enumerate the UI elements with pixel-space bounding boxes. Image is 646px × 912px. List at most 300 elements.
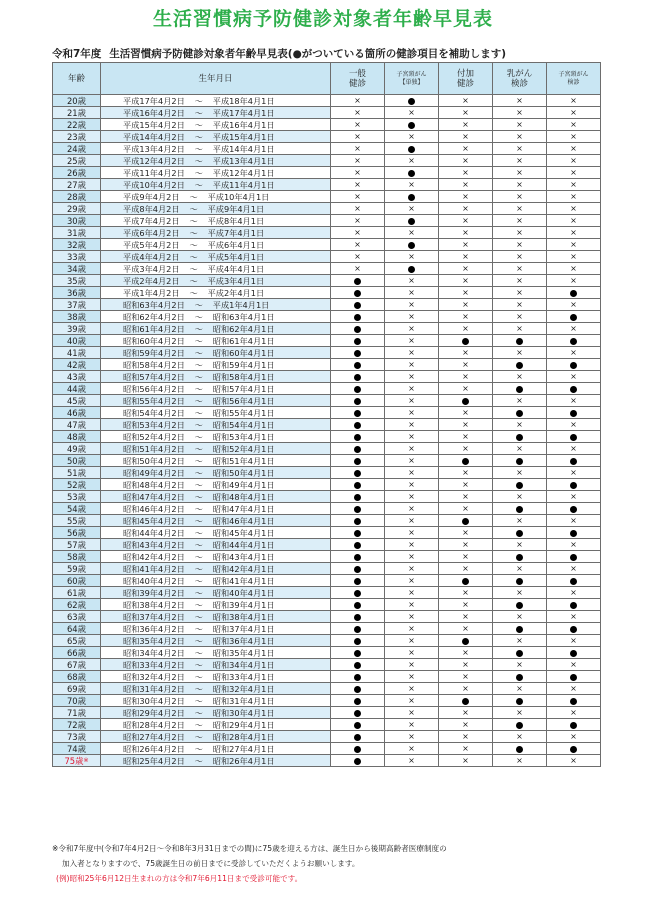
not-eligible-cross-icon: × xyxy=(462,552,469,561)
dob-range-tilde: ～ xyxy=(194,743,203,754)
age-value: 25歳 xyxy=(66,155,87,166)
age-cell xyxy=(53,335,101,347)
not-eligible-cross-icon: × xyxy=(516,168,523,177)
dob-range-tilde: ～ xyxy=(194,311,203,322)
table-row xyxy=(53,719,601,731)
eligible-dot-icon xyxy=(354,554,361,561)
cervical-cancer-cell xyxy=(547,503,601,515)
eligible-dot-icon xyxy=(570,362,577,369)
not-eligible-cross-icon: × xyxy=(408,420,415,429)
dob-to: 昭和48年4月1日 xyxy=(212,491,275,502)
not-eligible-cross-icon: × xyxy=(354,168,361,177)
additional-checkup-cell xyxy=(439,443,493,455)
not-eligible-cross-icon: × xyxy=(570,192,577,201)
age-cell xyxy=(53,371,101,383)
eligible-dot-icon xyxy=(354,542,361,549)
dob-cell xyxy=(101,383,331,395)
not-eligible-cross-icon: × xyxy=(570,204,577,213)
eligible-dot-icon xyxy=(354,374,361,381)
age-cell xyxy=(53,707,101,719)
cervical-cancer-cell xyxy=(547,371,601,383)
breast-cancer-cell xyxy=(493,455,547,467)
age-cell xyxy=(53,743,101,755)
general-checkup-cell xyxy=(331,335,385,347)
table-row xyxy=(53,479,601,491)
cervical-single-cell xyxy=(385,299,439,311)
not-eligible-cross-icon: × xyxy=(516,228,523,237)
dob-to: 昭和43年4月1日 xyxy=(212,551,275,562)
breast-cancer-cell xyxy=(493,383,547,395)
dob-range-tilde: ～ xyxy=(194,575,203,586)
eligible-dot-icon xyxy=(354,638,361,645)
dob-cell xyxy=(101,107,331,119)
not-eligible-cross-icon: × xyxy=(354,216,361,225)
not-eligible-cross-icon: × xyxy=(516,732,523,741)
eligible-dot-icon xyxy=(516,530,523,537)
breast-cancer-cell xyxy=(493,707,547,719)
eligible-dot-icon xyxy=(570,674,577,681)
dob-cell xyxy=(101,395,331,407)
dob-from: 昭和46年4月2日 xyxy=(123,503,185,514)
age-value: 52歳 xyxy=(66,479,87,490)
not-eligible-cross-icon: × xyxy=(516,492,523,501)
not-eligible-cross-icon: × xyxy=(516,564,523,573)
cervical-single-cell xyxy=(385,743,439,755)
breast-cancer-cell xyxy=(493,695,547,707)
dob-range-tilde: ～ xyxy=(194,527,203,538)
dob-range-tilde: ～ xyxy=(194,695,203,706)
age-cell xyxy=(53,167,101,179)
dob-to: 昭和60年4月1日 xyxy=(212,347,275,358)
breast-cancer-cell xyxy=(493,575,547,587)
not-eligible-cross-icon: × xyxy=(462,108,469,117)
breast-cancer-cell xyxy=(493,587,547,599)
not-eligible-cross-icon: × xyxy=(570,252,577,261)
dob-range-tilde: ～ xyxy=(194,143,203,154)
age-cell xyxy=(53,731,101,743)
not-eligible-cross-icon: × xyxy=(354,180,361,189)
cervical-single-cell xyxy=(385,695,439,707)
dob-to: 平成16年4月1日 xyxy=(212,119,275,130)
eligible-dot-icon xyxy=(354,470,361,477)
not-eligible-cross-icon: × xyxy=(354,132,361,141)
dob-range-tilde: ～ xyxy=(194,479,203,490)
table-row xyxy=(53,191,601,203)
not-eligible-cross-icon: × xyxy=(408,396,415,405)
age-cell xyxy=(53,635,101,647)
general-checkup-cell xyxy=(331,635,385,647)
dob-cell xyxy=(101,215,331,227)
not-eligible-cross-icon: × xyxy=(516,216,523,225)
general-checkup-cell xyxy=(331,167,385,179)
not-eligible-cross-icon: × xyxy=(516,156,523,165)
age-value: 51歳 xyxy=(66,467,87,478)
dob-to: 昭和44年4月1日 xyxy=(212,539,275,550)
additional-checkup-cell xyxy=(439,95,493,107)
cervical-cancer-cell xyxy=(547,227,601,239)
cervical-cancer-cell xyxy=(547,611,601,623)
not-eligible-cross-icon: × xyxy=(570,108,577,117)
dob-to: 昭和53年4月1日 xyxy=(212,431,275,442)
dob-range-tilde: ～ xyxy=(194,647,203,658)
not-eligible-cross-icon: × xyxy=(408,372,415,381)
additional-checkup-cell xyxy=(439,479,493,491)
dob-cell xyxy=(101,431,331,443)
additional-checkup-cell xyxy=(439,647,493,659)
table-row xyxy=(53,659,601,671)
breast-cancer-cell xyxy=(493,107,547,119)
not-eligible-cross-icon: × xyxy=(354,264,361,273)
dob-from: 昭和41年4月2日 xyxy=(123,563,185,574)
general-checkup-cell xyxy=(331,251,385,263)
general-checkup-cell xyxy=(331,599,385,611)
not-eligible-cross-icon: × xyxy=(570,612,577,621)
dob-range-tilde: ～ xyxy=(194,167,203,178)
age-cell xyxy=(53,407,101,419)
cervical-single-cell xyxy=(385,623,439,635)
cervical-single-cell xyxy=(385,431,439,443)
age-value: 29歳 xyxy=(66,203,87,214)
not-eligible-cross-icon: × xyxy=(408,732,415,741)
eligible-dot-icon xyxy=(570,626,577,633)
general-checkup-cell xyxy=(331,131,385,143)
dob-to: 平成17年4月1日 xyxy=(212,107,275,118)
breast-cancer-cell xyxy=(493,659,547,671)
general-checkup-cell xyxy=(331,479,385,491)
eligible-dot-icon xyxy=(408,266,415,273)
header-dob: 生年月日 xyxy=(101,63,331,95)
additional-checkup-cell xyxy=(439,467,493,479)
cervical-single-cell xyxy=(385,155,439,167)
dob-cell xyxy=(101,755,331,767)
table-row xyxy=(53,635,601,647)
cervical-cancer-cell xyxy=(547,575,601,587)
cervical-cancer-cell xyxy=(547,191,601,203)
cervical-single-cell xyxy=(385,479,439,491)
additional-checkup-cell xyxy=(439,611,493,623)
age-cell xyxy=(53,467,101,479)
not-eligible-cross-icon: × xyxy=(570,468,577,477)
not-eligible-cross-icon: × xyxy=(462,228,469,237)
dob-from: 昭和54年4月2日 xyxy=(123,407,185,418)
dob-range-tilde: ～ xyxy=(194,755,203,766)
eligible-dot-icon xyxy=(354,710,361,717)
dob-cell xyxy=(101,143,331,155)
breast-cancer-cell xyxy=(493,347,547,359)
age-cell xyxy=(53,587,101,599)
eligible-dot-icon xyxy=(570,458,577,465)
breast-cancer-cell xyxy=(493,395,547,407)
eligible-dot-icon xyxy=(354,506,361,513)
breast-cancer-cell xyxy=(493,203,547,215)
cervical-single-cell xyxy=(385,527,439,539)
cervical-cancer-cell xyxy=(547,95,601,107)
cervical-single-cell xyxy=(385,119,439,131)
not-eligible-cross-icon: × xyxy=(570,756,577,765)
cervical-cancer-cell xyxy=(547,551,601,563)
not-eligible-cross-icon: × xyxy=(354,96,361,105)
not-eligible-cross-icon: × xyxy=(462,156,469,165)
age-cell xyxy=(53,191,101,203)
cervical-single-cell xyxy=(385,95,439,107)
cervical-cancer-cell xyxy=(547,491,601,503)
dob-to: 昭和41年4月1日 xyxy=(212,575,275,586)
dob-to: 昭和39年4月1日 xyxy=(212,599,275,610)
not-eligible-cross-icon: × xyxy=(408,468,415,477)
breast-cancer-cell xyxy=(493,251,547,263)
general-checkup-cell xyxy=(331,743,385,755)
not-eligible-cross-icon: × xyxy=(408,204,415,213)
not-eligible-cross-icon: × xyxy=(462,372,469,381)
dob-to: 昭和29年4月1日 xyxy=(212,719,275,730)
general-checkup-cell xyxy=(331,203,385,215)
not-eligible-cross-icon: × xyxy=(570,684,577,693)
eligible-dot-icon xyxy=(570,530,577,537)
dob-from: 平成6年4月2日 xyxy=(123,227,180,238)
dob-from: 昭和27年4月2日 xyxy=(123,731,185,742)
age-cell xyxy=(53,455,101,467)
breast-cancer-cell xyxy=(493,155,547,167)
not-eligible-cross-icon: × xyxy=(462,216,469,225)
breast-cancer-cell xyxy=(493,143,547,155)
cervical-cancer-cell xyxy=(547,155,601,167)
dob-to: 昭和36年4月1日 xyxy=(212,635,275,646)
eligible-dot-icon xyxy=(516,746,523,753)
dob-to: 昭和27年4月1日 xyxy=(212,743,275,754)
not-eligible-cross-icon: × xyxy=(516,288,523,297)
not-eligible-cross-icon: × xyxy=(354,252,361,261)
not-eligible-cross-icon: × xyxy=(570,588,577,597)
cervical-single-cell xyxy=(385,755,439,767)
dob-from: 昭和45年4月2日 xyxy=(123,515,185,526)
dob-cell xyxy=(101,419,331,431)
breast-cancer-cell xyxy=(493,179,547,191)
dob-from: 昭和31年4月2日 xyxy=(123,683,185,694)
dob-range-tilde: ～ xyxy=(194,431,203,442)
dob-cell xyxy=(101,155,331,167)
dob-from: 昭和59年4月2日 xyxy=(123,347,185,358)
additional-checkup-cell xyxy=(439,203,493,215)
dob-to: 昭和51年4月1日 xyxy=(212,455,275,466)
table-row xyxy=(53,491,601,503)
eligible-dot-icon xyxy=(354,530,361,537)
cervical-cancer-cell xyxy=(547,623,601,635)
not-eligible-cross-icon: × xyxy=(408,300,415,309)
general-checkup-cell xyxy=(331,623,385,635)
dob-cell xyxy=(101,227,331,239)
header-age: 年齢 xyxy=(53,63,101,95)
not-eligible-cross-icon: × xyxy=(516,312,523,321)
cervical-cancer-cell xyxy=(547,179,601,191)
not-eligible-cross-icon: × xyxy=(408,540,415,549)
eligible-dot-icon xyxy=(354,494,361,501)
dob-from: 昭和36年4月2日 xyxy=(123,623,185,634)
dob-cell xyxy=(101,443,331,455)
dob-range-tilde: ～ xyxy=(194,563,203,574)
general-checkup-cell xyxy=(331,563,385,575)
not-eligible-cross-icon: × xyxy=(408,708,415,717)
age-cell xyxy=(53,755,101,767)
age-cell xyxy=(53,299,101,311)
cervical-single-cell xyxy=(385,551,439,563)
not-eligible-cross-icon: × xyxy=(462,120,469,129)
dob-to: 平成2年4月1日 xyxy=(207,287,265,298)
header-cervical-cancer: 子宮頸がん 検診 xyxy=(547,63,601,95)
not-eligible-cross-icon: × xyxy=(408,132,415,141)
eligible-dot-icon xyxy=(462,398,469,405)
dob-range-tilde: ～ xyxy=(194,731,203,742)
age-cell xyxy=(53,395,101,407)
table-row xyxy=(53,119,601,131)
eligible-dot-icon xyxy=(354,650,361,657)
cervical-single-cell xyxy=(385,659,439,671)
general-checkup-cell xyxy=(331,431,385,443)
general-checkup-cell xyxy=(331,695,385,707)
not-eligible-cross-icon: × xyxy=(408,408,415,417)
cervical-single-cell xyxy=(385,611,439,623)
dob-to: 昭和45年4月1日 xyxy=(212,527,275,538)
cervical-cancer-cell xyxy=(547,299,601,311)
additional-checkup-cell xyxy=(439,311,493,323)
cervical-cancer-cell xyxy=(547,599,601,611)
age-cell xyxy=(53,239,101,251)
age-cell xyxy=(53,119,101,131)
not-eligible-cross-icon: × xyxy=(570,636,577,645)
additional-checkup-cell xyxy=(439,623,493,635)
table-row xyxy=(53,383,601,395)
breast-cancer-cell xyxy=(493,119,547,131)
eligible-dot-icon xyxy=(516,698,523,705)
age-value: 49歳 xyxy=(66,443,87,454)
dob-range-tilde: ～ xyxy=(194,395,203,406)
dob-from: 平成14年4月2日 xyxy=(123,131,185,142)
eligible-dot-icon xyxy=(570,506,577,513)
not-eligible-cross-icon: × xyxy=(462,324,469,333)
dob-cell xyxy=(101,179,331,191)
age-value: 54歳 xyxy=(66,503,87,514)
dob-cell xyxy=(101,455,331,467)
dob-to: 昭和42年4月1日 xyxy=(212,563,275,574)
not-eligible-cross-icon: × xyxy=(408,360,415,369)
cervical-single-cell xyxy=(385,335,439,347)
dob-from: 昭和50年4月2日 xyxy=(123,455,185,466)
dob-to: 昭和63年4月1日 xyxy=(212,311,275,322)
dob-cell xyxy=(101,599,331,611)
dob-to: 昭和30年4月1日 xyxy=(212,707,275,718)
dob-range-tilde: ～ xyxy=(194,455,203,466)
age-value: 45歳 xyxy=(66,395,87,406)
dob-from: 昭和56年4月2日 xyxy=(123,383,185,394)
table-row xyxy=(53,731,601,743)
age-value: 43歳 xyxy=(66,371,87,382)
general-checkup-cell xyxy=(331,359,385,371)
dob-to: 昭和62年4月1日 xyxy=(212,323,275,334)
table-row xyxy=(53,203,601,215)
dob-to: 平成9年4月1日 xyxy=(207,203,265,214)
general-checkup-cell xyxy=(331,503,385,515)
dob-range-tilde: ～ xyxy=(194,467,203,478)
cervical-single-cell xyxy=(385,107,439,119)
table-row xyxy=(53,647,601,659)
eligible-dot-icon xyxy=(408,242,415,249)
dob-cell xyxy=(101,635,331,647)
eligible-dot-icon xyxy=(570,650,577,657)
additional-checkup-cell xyxy=(439,107,493,119)
cervical-single-cell xyxy=(385,599,439,611)
eligible-dot-icon xyxy=(516,434,523,441)
dob-cell xyxy=(101,527,331,539)
breast-cancer-cell xyxy=(493,215,547,227)
cervical-cancer-cell xyxy=(547,539,601,551)
additional-checkup-cell xyxy=(439,503,493,515)
additional-checkup-cell xyxy=(439,635,493,647)
eligible-dot-icon xyxy=(516,482,523,489)
breast-cancer-cell xyxy=(493,131,547,143)
dob-to: 昭和47年4月1日 xyxy=(212,503,275,514)
not-eligible-cross-icon: × xyxy=(462,540,469,549)
not-eligible-cross-icon: × xyxy=(570,708,577,717)
not-eligible-cross-icon: × xyxy=(516,348,523,357)
cervical-single-cell xyxy=(385,407,439,419)
not-eligible-cross-icon: × xyxy=(462,564,469,573)
not-eligible-cross-icon: × xyxy=(354,156,361,165)
age-cell xyxy=(53,323,101,335)
not-eligible-cross-icon: × xyxy=(462,288,469,297)
cervical-single-cell xyxy=(385,419,439,431)
breast-cancer-cell xyxy=(493,719,547,731)
breast-cancer-cell xyxy=(493,683,547,695)
not-eligible-cross-icon: × xyxy=(408,528,415,537)
cervical-single-cell xyxy=(385,491,439,503)
cervical-single-cell xyxy=(385,515,439,527)
eligible-dot-icon xyxy=(354,398,361,405)
age-cell xyxy=(53,203,101,215)
dob-to: 昭和46年4月1日 xyxy=(212,515,275,526)
not-eligible-cross-icon: × xyxy=(408,564,415,573)
not-eligible-cross-icon: × xyxy=(570,444,577,453)
not-eligible-cross-icon: × xyxy=(516,660,523,669)
dob-from: 平成10年4月2日 xyxy=(123,179,185,190)
not-eligible-cross-icon: × xyxy=(462,492,469,501)
not-eligible-cross-icon: × xyxy=(516,132,523,141)
dob-cell xyxy=(101,539,331,551)
table-row xyxy=(53,371,601,383)
age-value: 58歳 xyxy=(66,551,87,562)
not-eligible-cross-icon: × xyxy=(516,636,523,645)
not-eligible-cross-icon: × xyxy=(354,108,361,117)
not-eligible-cross-icon: × xyxy=(570,372,577,381)
dob-to: 昭和35年4月1日 xyxy=(212,647,275,658)
dob-cell xyxy=(101,623,331,635)
dob-to: 昭和54年4月1日 xyxy=(212,419,275,430)
not-eligible-cross-icon: × xyxy=(516,708,523,717)
table-row xyxy=(53,695,601,707)
eligible-dot-icon xyxy=(354,446,361,453)
dob-from: 昭和53年4月2日 xyxy=(123,419,185,430)
general-checkup-cell xyxy=(331,611,385,623)
table-row xyxy=(53,107,601,119)
dob-cell xyxy=(101,683,331,695)
eligible-dot-icon xyxy=(516,506,523,513)
breast-cancer-cell xyxy=(493,263,547,275)
eligible-dot-icon xyxy=(354,746,361,753)
cervical-single-cell xyxy=(385,455,439,467)
not-eligible-cross-icon: × xyxy=(570,660,577,669)
additional-checkup-cell xyxy=(439,155,493,167)
eligible-dot-icon xyxy=(354,338,361,345)
not-eligible-cross-icon: × xyxy=(462,756,469,765)
eligible-dot-icon xyxy=(354,590,361,597)
